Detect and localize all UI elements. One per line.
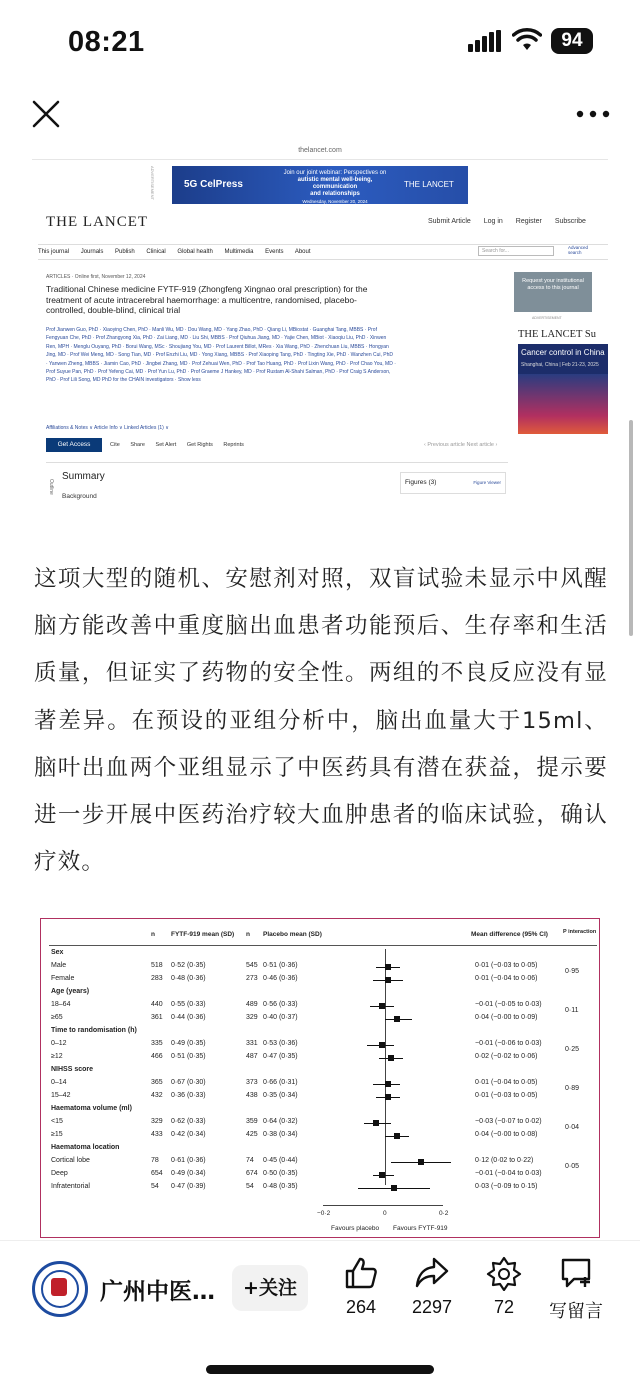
fytf-n: 54 — [151, 1183, 159, 1190]
subgroup-row — [41, 1183, 600, 1195]
p-interaction-value: 0·95 — [565, 968, 580, 975]
like-count: 264 — [345, 1297, 377, 1317]
more-options-icon[interactable] — [576, 110, 610, 118]
lancet-summit-title: THE LANCET Su — [518, 329, 596, 340]
mean-difference: 0·01 (−0·04 to 0·05) — [475, 1079, 538, 1086]
subgroup-row — [41, 1170, 600, 1182]
cancer-ad-subtitle: Shanghai, China | Feb 21-23, 2025 — [521, 362, 599, 368]
journal-search-input[interactable]: Search for... — [478, 246, 554, 256]
placebo-n: 674 — [246, 1170, 258, 1177]
article-info-links[interactable]: Affiliations & Notes ∨ Article Info ∨ Linked Articles (1) ∨ — [46, 425, 169, 431]
subgroup-row — [41, 1157, 600, 1169]
placebo-n: 54 — [246, 1183, 254, 1190]
subgroup-row — [41, 1079, 600, 1091]
nav-bar — [0, 84, 640, 144]
subgroup-label: 15–42 — [51, 1092, 71, 1099]
login-link[interactable]: Log in — [483, 218, 503, 225]
placebo-mean: 0·51 (0·36) — [263, 962, 298, 969]
subgroup-row — [41, 962, 600, 974]
placebo-n: 273 — [246, 975, 258, 982]
nav-item[interactable]: This journal — [38, 249, 70, 255]
share-count: 2297 — [411, 1297, 453, 1317]
subgroup-heading — [41, 988, 600, 1000]
mean-difference: −0·01 (−0·06 to 0·03) — [475, 1040, 542, 1047]
subgroup-heading-label: Haematoma volume (ml) — [51, 1105, 132, 1112]
placebo-n: 487 — [246, 1053, 258, 1060]
axis-tick-label: 0 — [383, 1210, 387, 1217]
fytf-mean: 0·48 (0·36) — [171, 975, 206, 982]
background-heading: Background — [62, 493, 97, 500]
fytf-n: 466 — [151, 1053, 163, 1060]
subgroup-heading-label: Time to randomisation (h) — [51, 1027, 137, 1034]
cancer-ad-image — [518, 374, 608, 434]
fytf-n: 329 — [151, 1118, 163, 1125]
nav-item[interactable]: Multimedia — [224, 249, 254, 255]
subgroup-row — [41, 1092, 600, 1104]
bottom-action-bar — [0, 1240, 640, 1385]
cite-button[interactable]: Cite — [110, 442, 120, 448]
fytf-mean: 0·55 (0·33) — [171, 1001, 206, 1008]
point-estimate — [379, 1003, 385, 1009]
point-estimate — [385, 1081, 391, 1087]
nav-item[interactable]: Publish — [115, 249, 135, 255]
point-estimate — [394, 1016, 400, 1022]
p-interaction-value: 0·05 — [565, 1163, 580, 1170]
fytf-mean: 0·52 (0·35) — [171, 962, 206, 969]
fytf-mean: 0·51 (0·35) — [171, 1053, 206, 1060]
subgroup-label: ≥65 — [51, 1014, 63, 1021]
share-button[interactable]: Share — [130, 442, 145, 448]
reprints-button[interactable]: Reprints — [223, 442, 244, 448]
wow-flower-icon — [486, 1255, 522, 1291]
placebo-mean: 0·53 (0·36) — [263, 1040, 298, 1047]
p-interaction-value: 0·04 — [565, 1124, 580, 1131]
register-link[interactable]: Register — [515, 218, 542, 225]
article-paragraph: 这项大型的随机、安慰剂对照，双盲试验未显示中风醒脑方能改善中重度脑出血患者功能预后、生存率和生活质量，但证实了药物的安全性。两组的不良反应没有显著差异。在预设的亚组分析中，脑出血量大于15ml、脑叶出血两个亚组显示了中医药具有潜在获益，提示要进一步开展中医药治疗较大血肿患者的临床试验，确认疗效。 — [34, 566, 608, 876]
fytf-n: 283 — [151, 975, 163, 982]
article-meta: ARTICLES · Online first, November 12, 2024 — [46, 274, 146, 280]
outline-tab[interactable]: Outline — [48, 479, 54, 495]
placebo-mean: 0·48 (0·35) — [263, 1183, 298, 1190]
placebo-mean: 0·50 (0·35) — [263, 1170, 298, 1177]
article-tools — [110, 442, 253, 448]
battery-indicator: 94 — [551, 28, 593, 54]
header-mean-difference: Mean difference (95% CI) — [471, 931, 548, 938]
axis-tick-label: 0·2 — [439, 1210, 449, 1217]
mean-difference: 0·01 (−0·03 to 0·05) — [475, 962, 538, 969]
ad-label: ADVERTISEMENT — [532, 316, 562, 320]
placebo-mean: 0·64 (0·32) — [263, 1118, 298, 1125]
article-title: Traditional Chinese medicine FYTF-919 (Zhongfeng Xingnao oral prescription) for the treatment of acute intracerebral haemorrhage: a multicentre, randomised, placebo-controlled, double-blind, clinical trial — [46, 284, 368, 316]
subgroup-row — [41, 1118, 600, 1130]
subgroup-label: Infratentorial — [51, 1183, 90, 1190]
placebo-n: 438 — [246, 1092, 258, 1099]
figures-panel[interactable] — [400, 472, 506, 494]
subgroup-label: ≥12 — [51, 1053, 63, 1060]
fytf-n: 432 — [151, 1092, 163, 1099]
subgroup-label: Male — [51, 962, 67, 969]
like-button[interactable] — [326, 1255, 396, 1318]
institutional-access-ad[interactable]: Request your institutional access to this journal — [514, 272, 592, 312]
mean-difference: 0·01 (−0·03 to 0·05) — [475, 1092, 538, 1099]
subgroup-label: Cortical lobe — [51, 1157, 90, 1164]
fytf-n: 365 — [151, 1079, 163, 1086]
placebo-n: 331 — [246, 1040, 258, 1047]
article-screenshot — [32, 144, 608, 504]
p-interaction-value: 0·25 — [565, 1046, 580, 1053]
x-axis — [323, 1205, 443, 1206]
subgroup-heading — [41, 1066, 600, 1078]
ad-line: Join our joint webinar: Perspectives on — [283, 170, 387, 176]
nav-item[interactable]: Events — [265, 249, 284, 255]
summary-heading: Summary — [62, 471, 105, 482]
header-fytf-mean: FYTF-919 mean (SD) — [171, 931, 235, 938]
status-time: 08:21 — [68, 26, 145, 58]
point-estimate — [394, 1133, 400, 1139]
subgroup-heading-label: NIHSS score — [51, 1066, 94, 1073]
subgroup-heading — [41, 949, 600, 961]
advanced-search-link[interactable]: Advanced search — [568, 245, 589, 255]
ad-text — [276, 170, 394, 212]
browser-url: thelancet.com — [298, 147, 342, 154]
subgroup-heading-label: Haematoma location — [51, 1144, 120, 1151]
ad-brand: THE LANCET — [404, 180, 454, 189]
figure-viewer-link[interactable]: Figure Viewer — [473, 480, 501, 485]
subgroup-label: 0–12 — [51, 1040, 67, 1047]
axis-tick-label: −0·2 — [317, 1210, 331, 1217]
fytf-mean: 0·61 (0·36) — [171, 1157, 206, 1164]
point-estimate — [379, 1042, 385, 1048]
point-estimate — [391, 1185, 397, 1191]
subgroup-label: 0–14 — [51, 1079, 67, 1086]
favorite-count: 72 — [493, 1297, 515, 1317]
fytf-mean: 0·67 (0·30) — [171, 1079, 206, 1086]
header-p-interaction: P interaction — [563, 929, 597, 935]
fytf-n: 654 — [151, 1170, 163, 1177]
thumbs-up-icon — [343, 1255, 379, 1291]
point-estimate — [379, 1172, 385, 1178]
mean-difference: 0·02 (−0·02 to 0·06) — [475, 1053, 538, 1060]
placebo-mean: 0·66 (0·31) — [263, 1079, 298, 1086]
wifi-icon — [512, 28, 542, 52]
subgroup-heading-label: Sex — [51, 949, 64, 956]
subgroup-row — [41, 1001, 600, 1013]
subgroup-label: <15 — [51, 1118, 63, 1125]
mean-difference: 0·03 (−0·09 to 0·15) — [475, 1183, 538, 1190]
favorite-button[interactable] — [469, 1255, 539, 1318]
browser-address-bar — [32, 144, 608, 160]
point-estimate — [385, 964, 391, 970]
comment-label: 写留言 — [549, 1301, 603, 1321]
mean-difference: 0·12 (0·02 to 0·22) — [475, 1157, 534, 1164]
subgroup-heading-label: Age (years) — [51, 988, 90, 995]
p-interaction-value: 0·89 — [565, 1085, 580, 1092]
placebo-n: 74 — [246, 1157, 254, 1164]
fytf-mean: 0·62 (0·33) — [171, 1118, 206, 1125]
forest-plot — [40, 918, 600, 1238]
nav-item[interactable]: Clinical — [146, 249, 166, 255]
avatar-emblem — [51, 1278, 67, 1296]
placebo-mean: 0·56 (0·33) — [263, 1001, 298, 1008]
cancer-control-ad[interactable] — [518, 344, 608, 434]
mean-difference: 0·04 (−0·00 to 0·09) — [475, 1014, 538, 1021]
header-n-placebo: n — [246, 931, 250, 938]
fytf-mean: 0·49 (0·35) — [171, 1040, 206, 1047]
ad-line: and relationships — [310, 191, 360, 197]
account-name[interactable]: 广州中医… — [100, 1279, 215, 1305]
ad-side-label: ADVERTISEMENT — [150, 166, 155, 200]
point-estimate — [385, 977, 391, 983]
cancer-ad-title: Cancer control in China — [521, 348, 605, 357]
share-button[interactable] — [397, 1255, 467, 1318]
fytf-mean: 0·47 (0·39) — [171, 1183, 206, 1190]
placebo-mean: 0·40 (0·37) — [263, 1014, 298, 1021]
placebo-mean: 0·46 (0·36) — [263, 975, 298, 982]
favours-fytf-label: Favours FYTF-919 — [393, 1225, 448, 1232]
placebo-n: 373 — [246, 1079, 258, 1086]
set-alert-button[interactable]: Set Alert — [155, 442, 177, 448]
point-estimate — [373, 1120, 379, 1126]
figures-label: Figures (3) — [405, 479, 437, 486]
fytf-n: 518 — [151, 962, 163, 969]
subscribe-link[interactable]: Subscribe — [554, 218, 586, 225]
mean-difference: −0·01 (−0·05 to 0·03) — [475, 1001, 542, 1008]
subgroup-label: Female — [51, 975, 75, 982]
get-access-button[interactable]: Get Access — [46, 438, 102, 452]
placebo-n: 329 — [246, 1014, 258, 1021]
share-arrow-icon — [414, 1255, 450, 1291]
point-estimate — [418, 1159, 424, 1165]
fytf-mean: 0·49 (0·34) — [171, 1170, 206, 1177]
fytf-mean: 0·42 (0·34) — [171, 1131, 206, 1138]
fytf-mean: 0·44 (0·36) — [171, 1014, 206, 1021]
subgroup-label: 18–64 — [51, 1001, 71, 1008]
fytf-n: 78 — [151, 1157, 159, 1164]
follow-button[interactable]: +关注 — [232, 1265, 308, 1311]
fytf-mean: 0·36 (0·33) — [171, 1092, 206, 1099]
nav-item[interactable]: Journals — [80, 249, 104, 255]
get-rights-button[interactable]: Get Rights — [186, 442, 213, 448]
subgroup-row — [41, 1014, 600, 1026]
fytf-n: 440 — [151, 1001, 163, 1008]
placebo-mean: 0·47 (0·35) — [263, 1053, 298, 1060]
mean-difference: −0·03 (−0·07 to 0·02) — [475, 1118, 542, 1125]
subgroup-row — [41, 1053, 600, 1065]
ad-line: autistic mental well-being, communication — [297, 177, 373, 190]
nav-item[interactable]: Global health — [177, 249, 213, 255]
fytf-n: 361 — [151, 1014, 163, 1021]
ad-line: Wednesday, November 20, 2024 — [302, 199, 368, 204]
nav-item[interactable]: About — [294, 249, 311, 255]
favours-placebo-label: Favours placebo — [331, 1225, 380, 1232]
mean-difference: −0·01 (−0·04 to 0·03) — [475, 1170, 542, 1177]
point-estimate — [385, 1094, 391, 1100]
cellpress-logo: 5G CelPress — [184, 179, 243, 190]
placebo-mean: 0·35 (0·34) — [263, 1092, 298, 1099]
close-icon[interactable] — [30, 98, 62, 130]
comment-icon — [558, 1255, 594, 1291]
article-pagination[interactable]: ‹ Previous article Next article › — [424, 442, 498, 448]
subgroup-row — [41, 975, 600, 987]
header-n-fytf: n — [151, 931, 155, 938]
subgroup-heading — [41, 1144, 600, 1156]
placebo-n: 489 — [246, 1001, 258, 1008]
subgroup-label: Deep — [51, 1170, 68, 1177]
subgroup-heading — [41, 1027, 600, 1039]
subgroup-label: ≥15 — [51, 1131, 63, 1138]
fytf-n: 335 — [151, 1040, 163, 1047]
subgroup-row — [41, 1040, 600, 1052]
mean-difference: 0·01 (−0·04 to 0·06) — [475, 975, 538, 982]
account-avatar[interactable] — [32, 1261, 88, 1317]
placebo-mean: 0·38 (0·34) — [263, 1131, 298, 1138]
placebo-n: 359 — [246, 1118, 258, 1125]
placebo-mean: 0·45 (0·44) — [263, 1157, 298, 1164]
journal-title: THE LANCET — [46, 214, 149, 230]
comment-button[interactable] — [541, 1255, 611, 1323]
header-placebo-mean: Placebo mean (SD) — [263, 931, 322, 938]
subgroup-row — [41, 1131, 600, 1143]
fytf-n: 433 — [151, 1131, 163, 1138]
p-interaction-value: 0·11 — [565, 1007, 579, 1014]
subgroup-heading — [41, 1105, 600, 1117]
home-indicator[interactable] — [206, 1365, 434, 1374]
ad-line: Register now — [321, 206, 349, 211]
mean-difference: 0·04 (−0·00 to 0·08) — [475, 1131, 538, 1138]
submit-article-link[interactable]: Submit Article — [428, 218, 471, 225]
article-authors: Prof Jianwen Guo, PhD · Xiaoying Chen, PhD · Manli Wu, MD · Dou Wang, MD · Yang Zhao, PhD · Qiang Li, MBiostat · Guanghai Tang, MBBS · Prof Fengyuan Che, PhD · Prof Zhangyong Xia, PhD · Zai Liang, MD · Liu Shi, MBBS · Prof Qiuhua Jiang, MD · Yajie Chen, MBiot · Xiaoqiu Liu, PhD · Xinwen Ren, MPH · Menglu Ouyang, PhD · Borui Wang, MSc · Shoujiang You, MD · Prof Laurent Billot, MRes · Xia Wang, PhD · Zhenchuan Liu, MBBS · Hongyan Jing, MD · Prof Wei Meng, MD · Song Tian, MD · Prof Enzhi Liu, MD · Yong Xiang, MBBS · Prof Xiaoping Tang, PhD · Tingting Xie, PhD · Wanzhen Cui, PhD · Yanwen Zheng, MBBS · Jiamin Cao, PhD · Jingbei Zhang, MD · Prof Zehuai Wen, PhD · Prof Tao Huang, PhD · Prof Lixin Wang, PhD · Prof Chao You, MD · Prof Suyue Pan, PhD · Prof Yefeng Cai, MD · Prof Yun Lu, PhD · Prof Graeme J Hankey, MD · Prof Rustam Al-Shahi Salman, PhD · Prof Craig S Anderson, PhD · Prof Lili Song, MD PhD for the CHAIN investigators · Show less — [46, 327, 396, 384]
ad-banner — [172, 166, 468, 211]
point-estimate — [388, 1055, 394, 1061]
header-divider — [49, 945, 597, 946]
status-bar — [0, 0, 640, 84]
cellular-signal-icon — [468, 30, 502, 52]
placebo-n: 425 — [246, 1131, 258, 1138]
account-links — [428, 218, 597, 225]
placebo-n: 545 — [246, 962, 258, 969]
page-scrollbar[interactable] — [629, 420, 633, 636]
